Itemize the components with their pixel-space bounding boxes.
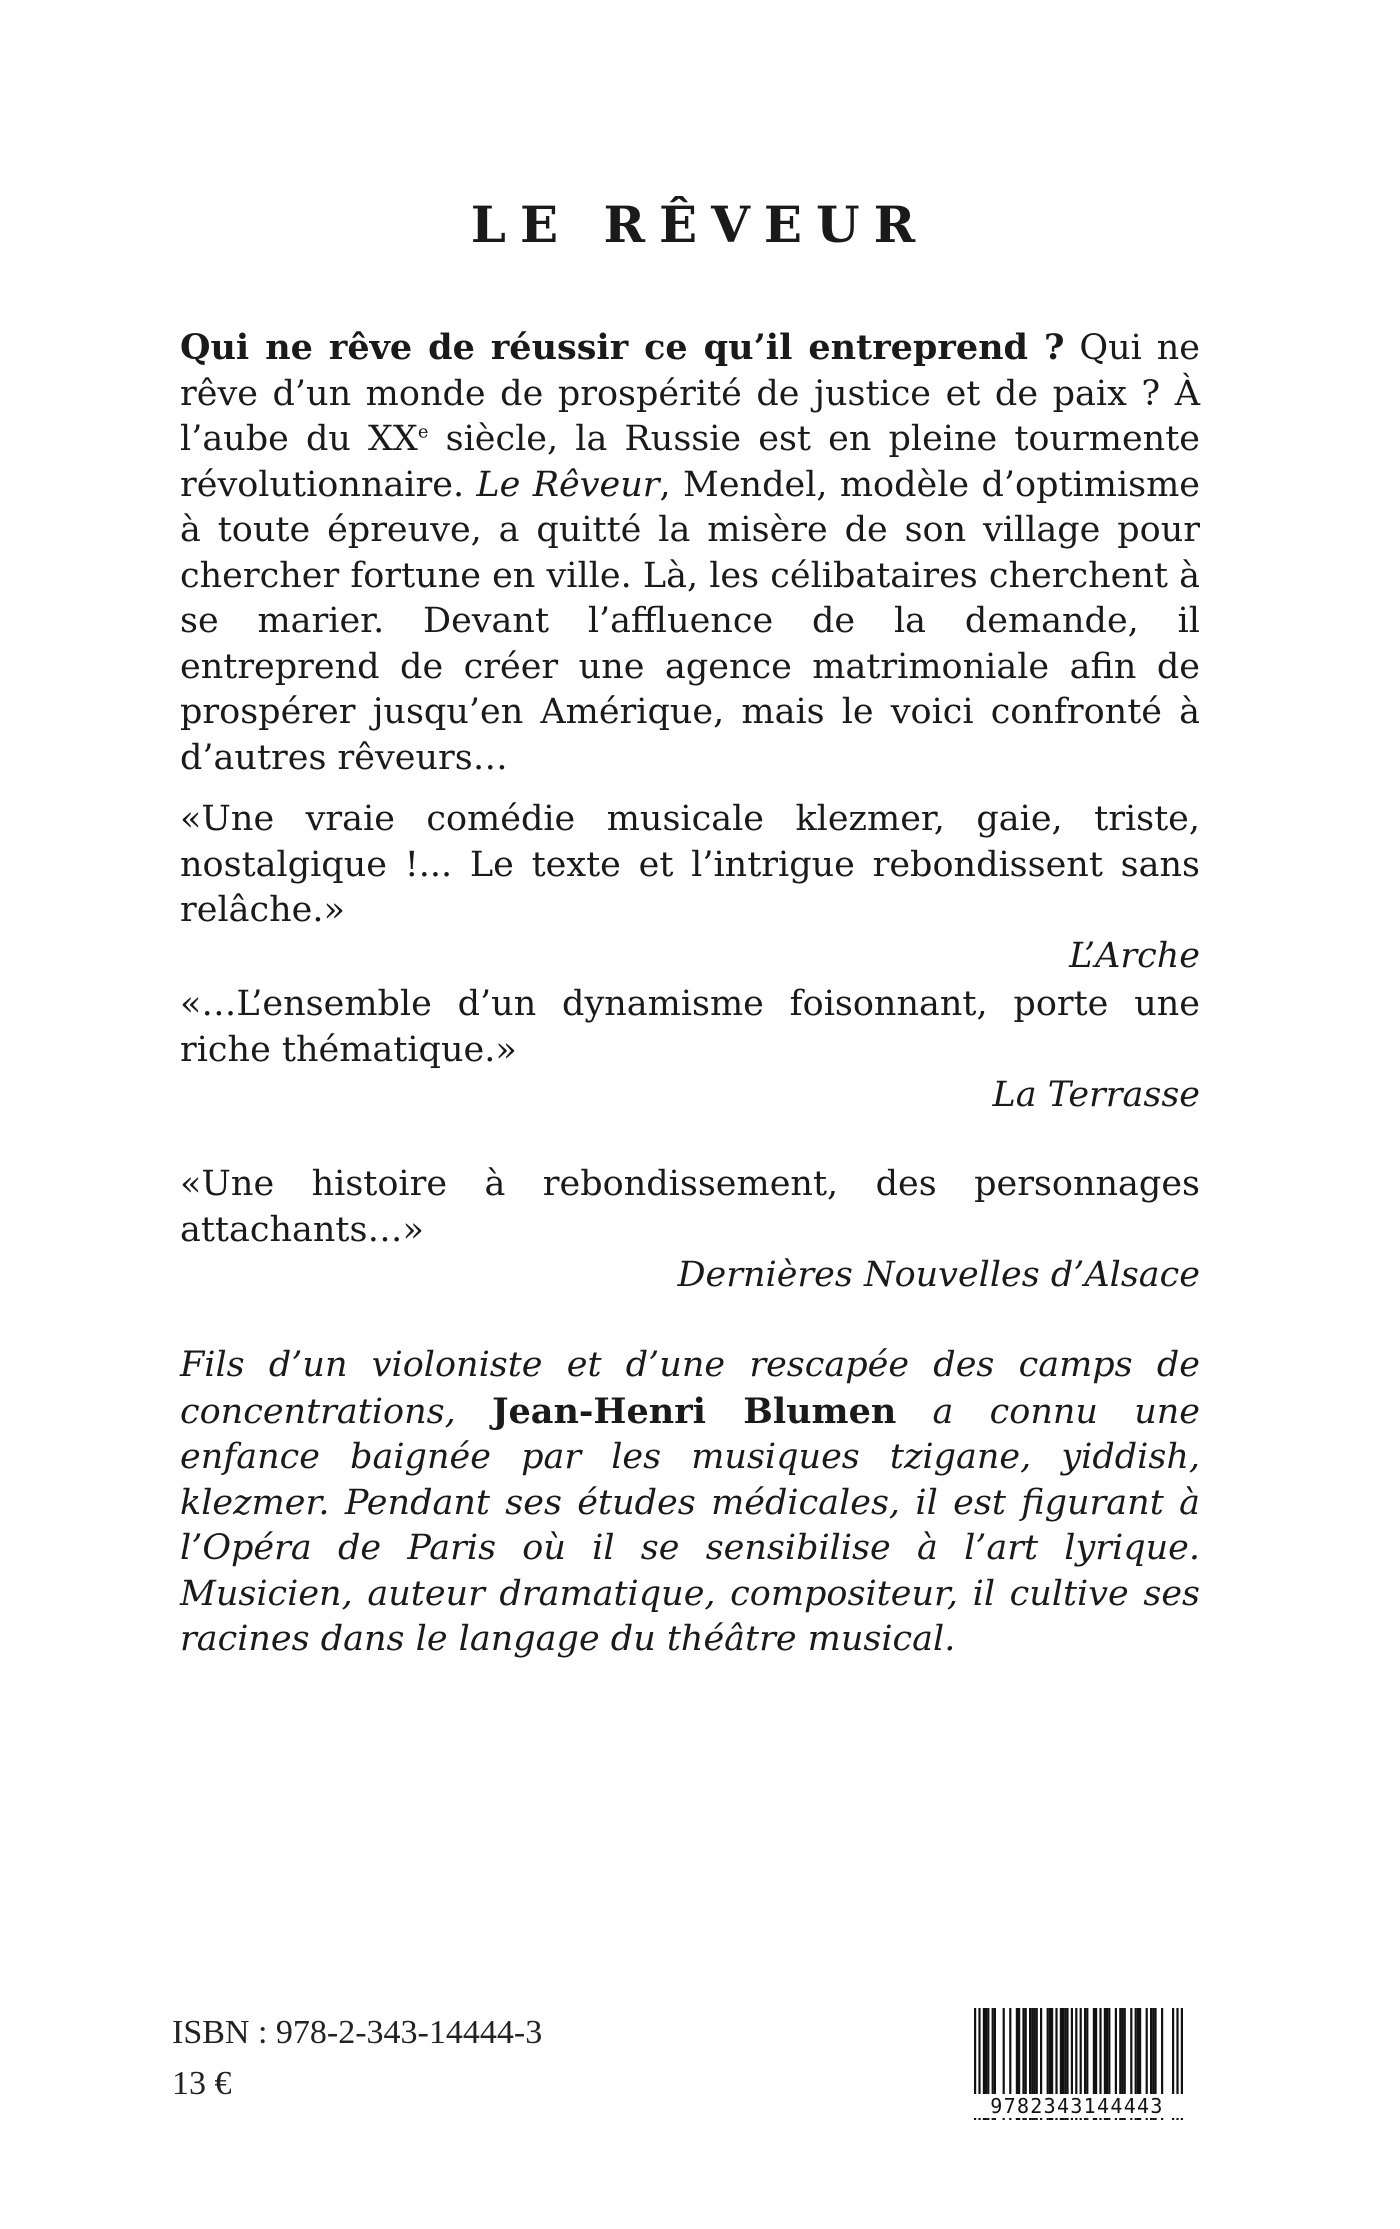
blurb-italic-title: Le Rêveur [476, 464, 660, 505]
author-bio [180, 1343, 1200, 1663]
bio-text-1: Fils d’un violoniste et d’une rescapée des camps de concentrations, [180, 1345, 1200, 1432]
blurb-text-2: siècle, la Russie est en pleine tourmente révolutionnaire. [180, 419, 1200, 505]
press-quote [180, 1162, 1200, 1299]
author-name: Jean-Henri Blumen [491, 1390, 897, 1432]
blurb-text-3: , Mendel, modèle d’optimisme à toute épreuve, a quitté la misère de son village pour chercher fortune en ville. Là, les célibataires cherchent à se marier. Devant l’affluence de la demande, il entreprend de créer une agence matrimoniale afin de prospérer jusqu’en Amérique, mais le voici confronté à d’autres rêveurs… [180, 464, 1200, 778]
isbn: ISBN : 978-2-343-14444-3 [172, 2014, 543, 2051]
quote-source: Dernières Nouvelles d’Alsace [677, 1255, 1200, 1295]
press-quote [180, 797, 1200, 979]
bio-text-2: a connu une enfance baignée par les musiques tzigane, yiddish, klezmer. Pendant ses études médicales, il est figurant à l’Opéra de Paris où il se sensibilise à l’art lyrique. Musicien, auteur dramatique, compositeur, il cultive ses racines dans le langage du théâtre musical. [180, 1391, 1200, 1659]
blurb-lead: Qui ne rêve de réussir ce qu’il entreprend ? [180, 327, 1065, 368]
quote-text: «Une histoire à rebondissement, des personnages attachants…» [180, 1164, 1200, 1250]
quote-text: «Une vraie comédie musicale klezmer, gaie, triste, nostalgique !... Le texte et l’intrigue rebondissent sans relâche.» [180, 799, 1200, 930]
blurb-superscript: e [417, 421, 429, 443]
quote-source: La Terrasse [992, 1075, 1200, 1115]
blurb-paragraph [180, 325, 1200, 781]
price: 13 € [172, 2065, 232, 2102]
press-quote [180, 982, 1200, 1119]
quote-text: «…L’ensemble d’un dynamisme foisonnant, porte une riche thématique.» [180, 984, 1200, 1070]
quote-source: L’Arche [1069, 935, 1200, 976]
barcode-digits: 9782343144443 [952, 2094, 1202, 2118]
blurb-text-1: Qui ne rêve d’un monde de prospérité de justice et de paix ? À l’aube du XX [180, 328, 1200, 459]
book-title: LE RÊVEUR [470, 195, 930, 254]
